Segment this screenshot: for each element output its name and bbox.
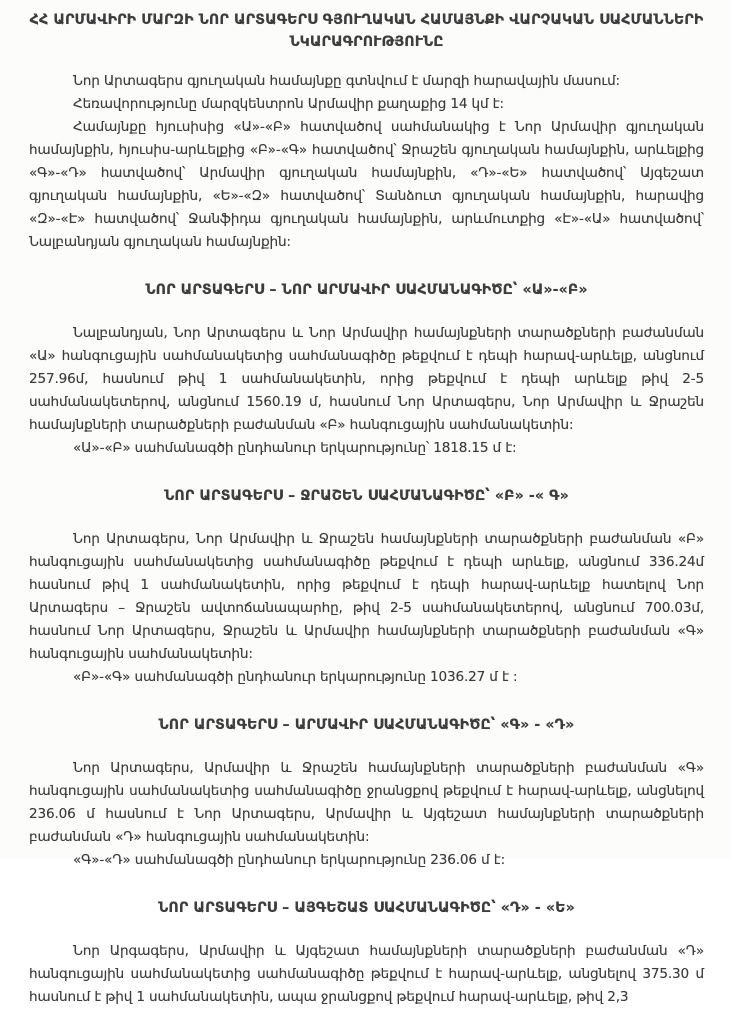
section-body-d-e: Նոր Արգագերս, Արմավիր և Այգեշատ համայնքների տարածքների բաժանման «Դ» հանգուցային սահմանակետից սահմանագիծը թեքվում է հարավ-արևելք, անցնելով 375.30 մ հասնում է թիվ 1 սահմանակետին, ապա ջրանցքով թեքվում հարավ-արևելք, թիվ 2,3 bbox=[29, 943, 704, 1005]
intro-paragraph-1: Նոր Արտագերս գյուղական համայնքը գտնվում է մարզի հարավային մասում: bbox=[73, 73, 620, 89]
section-heading-a-b: ՆՈՐ ԱՐՏԱԳԵՐՍ – ՆՈՐ ԱՐՄԱՎԻՐ ՍԱՀՄԱՆԱԳԻԾԸ՝ «Ա»-«Բ» bbox=[145, 282, 588, 298]
section-g-d bbox=[29, 714, 704, 872]
intro-paragraph-3: Համայնքը հյուսիսից «Ա»-«Բ» հատվածով սահմանակից է Նոր Արմավիր գյուղական համայնքին, հյուսիս-արևելքից «Բ»-«Գ» հատվածով՝ Ջրաշեն գյուղական համայնքին, արևելքից «Գ»-«Դ» հատվածով՝ Արմավիր գյուղական համայնքին, «Դ»-«Ե» հատվածով՝ Այգեշատ գյուղական համայնքին, «Ե»-«Զ» հատվածով՝ Տանձուտ գյուղական համայնքին, հարավից «Զ»-«Է» հատվածով՝ Ջանֆիդա գյուղական համայնքին, արևմուտքից «Է»-«Ա» հատվածով՝ Նալբանդյան գյուղական համայնքին: bbox=[29, 119, 704, 250]
document-title: ՀՀ ԱՐՄԱՎԻՐԻ ՄԱՐԶԻ ՆՈՐ ԱՐՏԱԳԵՐՍ ԳՅՈՒՂԱԿԱՆ ՀԱՄԱՅՆՔԻ ՎԱՐՉԱԿԱՆ ՍԱՀՄԱՆՆԵՐԻ ՆԿԱՐԱԳՐՈՒԹՅՈՒՆԸ bbox=[29, 12, 704, 50]
section-d-e bbox=[29, 897, 704, 1009]
section-heading-b-g: ՆՈՐ ԱՐՏԱԳԵՐՍ – ՋՐԱՇԵՆ ՍԱՀՄԱՆԱԳԻԾԸ՝ «Բ» -« Գ» bbox=[164, 488, 569, 504]
section-b-g bbox=[29, 485, 704, 689]
section-length-a-b: «Ա»-«Բ» սահմանագծի ընդհանուր երկարությունը՝ 1818.15 մ է: bbox=[73, 440, 517, 456]
section-body-g-d: Նոր Արտագերս, Արմավիր և Ջրաշեն համայնքների տարածքների բաժանման «Գ» հանգուցային սահմանակետից սահմանագիծը ջրանցքով թեքվում է հարավ-արևելք, անցնելով 236.06 մ հասնում է Նոր Արտագերս, Արմավիր և Այգեշատ համայնքների տարածքների բաժանման «Դ» հանգուցային սահմանակետին: bbox=[29, 760, 704, 845]
section-length-b-g: «Բ»-«Գ» սահմանագծի ընդհանուր երկարությունը 1036.27 մ է : bbox=[73, 669, 518, 685]
section-a-b bbox=[29, 279, 704, 460]
section-length-g-d: «Գ»-«Դ» սահմանագծի ընդհանուր երկարությունը 236.06 մ է: bbox=[73, 852, 506, 868]
section-heading-g-d: ՆՈՐ ԱՐՏԱԳԵՐՍ – ԱՐՄԱՎԻՐ ՍԱՀՄԱՆԱԳԻԾԸ՝ «Գ» - «Դ» bbox=[158, 717, 575, 733]
section-body-a-b: Նալբանդյան, Նոր Արտագերս և Նոր Արմավիր համայնքների տարածքների բաժանման «Ա» հանգուցային սահմանակետից սահմանագիծը թեքվում է դեպի հարավ-արևելք, անցնում 257.96մ, հասնում թիվ 1 սահմանակետին, որից թեքվում է դեպի արևելք թիվ 2-5 սահմանակետերով, անցնում 1560.19 մ, հասնում Նոր Արտագերս, Նոր Արմավիր և Ջրաշեն համայնքների տարածքների բաժանման «Բ» հանգուցային սահմանակետին: bbox=[29, 325, 704, 433]
intro-paragraph-2: Հեռավորությունը մարզկենտրոն Արմավիր քաղաքից 14 կմ է: bbox=[73, 96, 504, 112]
section-heading-d-e: ՆՈՐ ԱՐՏԱԳԵՐՍ – ԱՅԳԵՇԱՏ ՍԱՀՄԱՆԱԳԻԾԸ՝ «Դ» - «Ե» bbox=[158, 900, 575, 916]
section-body-b-g: Նոր Արտագերս, Նոր Արմավիր և Ջրաշեն համայնքների տարածքների բաժանման «Բ» հանգուցային սահմանակետից սահմանագիծը թեքվում է դեպի արևելք, անցնում 336.24մ հասնում թիվ 1 սահմանակետին, որից թեքվում է դեպի հարավ-արևելք հատելով Նոր Արտագերս – Ջրաշեն ավտոճանապարհը, թիվ 2-5 սահմանակետերով, անցնում 700.03մ, հասնում Նոր Արտագերս, Ջրաշեն և Արմավիր համայնքների տարածքների բաժանման «Գ» հանգուցային սահմանակետին: bbox=[29, 531, 704, 662]
